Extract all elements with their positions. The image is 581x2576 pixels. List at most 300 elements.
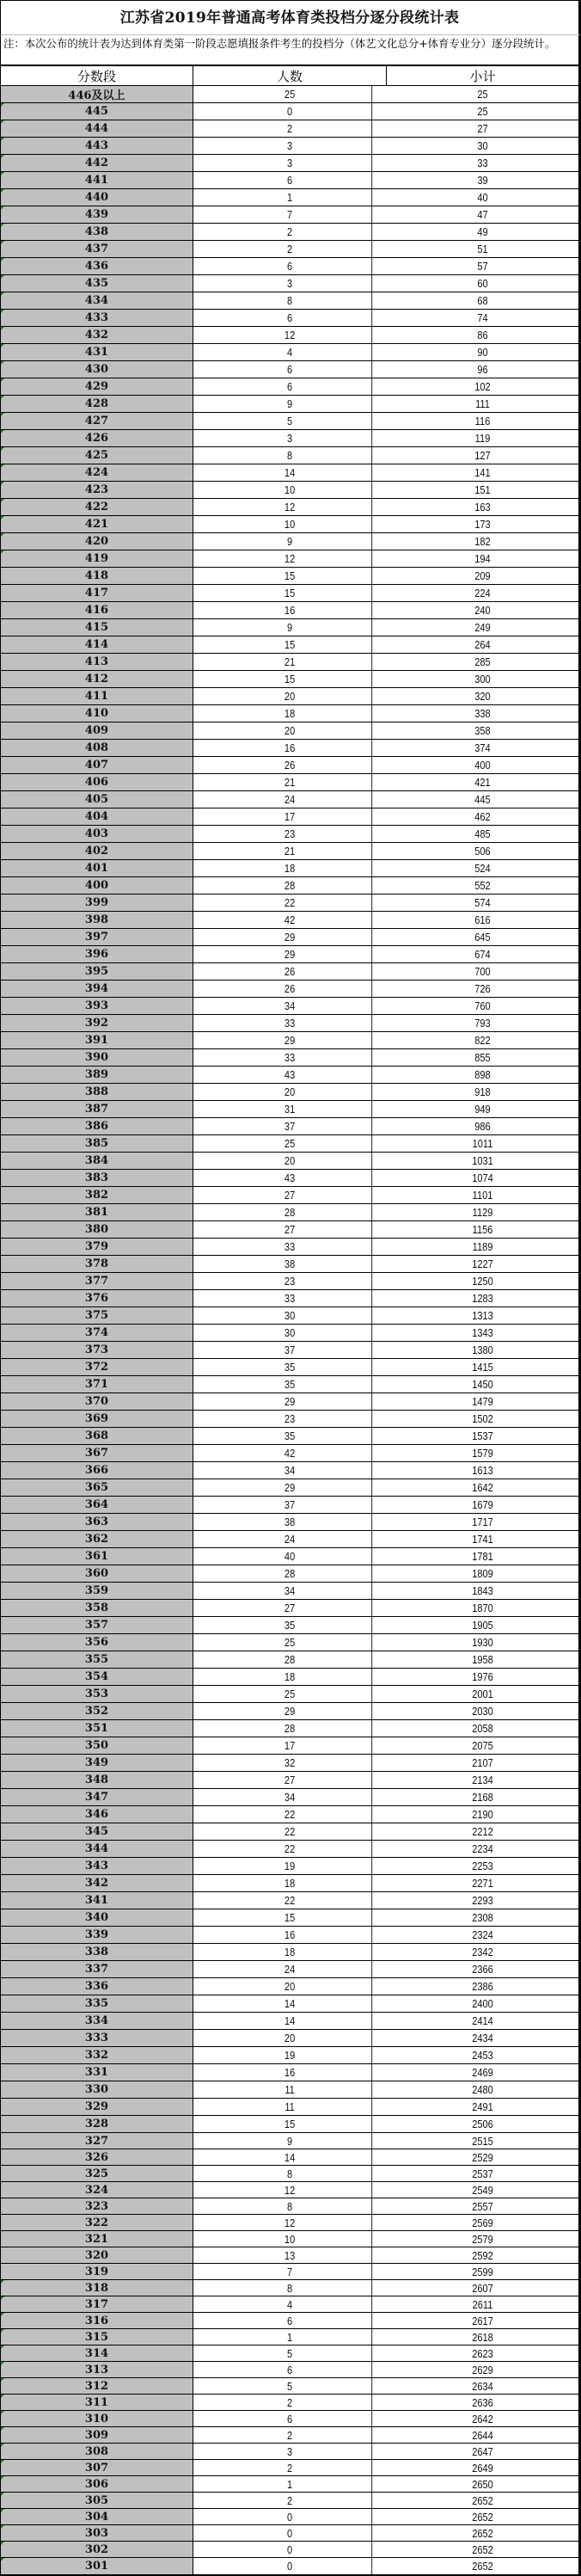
cumulative-cell[interactable]: 645 bbox=[474, 931, 491, 944]
score-cell[interactable] bbox=[1, 2047, 193, 2063]
cumulative-cell[interactable]: 249 bbox=[474, 621, 491, 634]
cumulative-cell[interactable]: 2634 bbox=[472, 2379, 493, 2393]
score-cell[interactable] bbox=[1, 1823, 193, 1840]
cumulative-cell[interactable]: 2611 bbox=[472, 2297, 493, 2311]
cumulative-cell[interactable]: 400 bbox=[474, 759, 491, 772]
count-cell[interactable]: 8 bbox=[208, 2166, 372, 2181]
count-cell[interactable]: 6 bbox=[208, 378, 372, 395]
cumulative-cell[interactable]: 574 bbox=[474, 896, 491, 909]
cumulative-cell[interactable]: 2342 bbox=[472, 1946, 493, 1958]
score-cell[interactable] bbox=[1, 1118, 193, 1134]
cumulative-cell[interactable]: 986 bbox=[474, 1120, 491, 1133]
cumulative-cell[interactable]: 2623 bbox=[472, 2346, 493, 2360]
count-cell[interactable]: 6 bbox=[208, 172, 372, 188]
count-cell[interactable]: 6 bbox=[208, 2362, 372, 2377]
score-cell[interactable] bbox=[1, 1256, 193, 1272]
cumulative-cell[interactable]: 57 bbox=[477, 260, 488, 273]
cumulative-cell[interactable]: 1958 bbox=[472, 1653, 493, 1666]
count-cell[interactable]: 37 bbox=[208, 1118, 372, 1134]
count-cell[interactable]: 16 bbox=[208, 602, 372, 618]
cumulative-cell[interactable]: 552 bbox=[474, 879, 491, 892]
cumulative-cell[interactable]: 1313 bbox=[472, 1309, 493, 1322]
cumulative-cell[interactable]: 2414 bbox=[472, 2014, 493, 2027]
count-cell[interactable]: 1 bbox=[208, 2476, 372, 2492]
count-cell[interactable]: 34 bbox=[208, 1462, 372, 1479]
count-cell[interactable]: 26 bbox=[208, 963, 372, 980]
score-cell[interactable] bbox=[1, 1204, 193, 1220]
cumulative-cell[interactable]: 2629 bbox=[472, 2363, 493, 2376]
cumulative-cell[interactable]: 2308 bbox=[472, 1911, 493, 1924]
score-cell[interactable] bbox=[1, 1170, 193, 1186]
cumulative-cell[interactable]: 2579 bbox=[472, 2232, 493, 2246]
count-cell[interactable]: 0 bbox=[208, 2558, 372, 2574]
score-cell[interactable] bbox=[1, 2064, 193, 2081]
score-cell[interactable] bbox=[1, 2247, 193, 2263]
score-cell[interactable] bbox=[1, 1686, 193, 1702]
score-cell[interactable] bbox=[1, 1737, 193, 1754]
count-cell[interactable]: 26 bbox=[208, 757, 372, 773]
count-cell[interactable]: 14 bbox=[208, 464, 372, 481]
count-cell[interactable]: 28 bbox=[208, 877, 372, 894]
cumulative-cell[interactable]: 285 bbox=[474, 655, 491, 668]
score-cell[interactable] bbox=[1, 705, 193, 722]
score-cell[interactable] bbox=[1, 2362, 193, 2377]
cumulative-cell[interactable]: 2453 bbox=[472, 2049, 493, 2062]
score-cell[interactable] bbox=[1, 2149, 193, 2165]
cumulative-cell[interactable]: 1479 bbox=[472, 1395, 493, 1408]
count-cell[interactable]: 33 bbox=[208, 1015, 372, 1031]
score-cell[interactable] bbox=[1, 1239, 193, 1255]
count-cell[interactable]: 28 bbox=[208, 1565, 372, 1582]
score-cell[interactable] bbox=[1, 2313, 193, 2328]
cumulative-cell[interactable]: 1843 bbox=[472, 1584, 493, 1597]
score-cell[interactable] bbox=[1, 757, 193, 773]
count-cell[interactable]: 38 bbox=[208, 1514, 372, 1530]
count-cell[interactable]: 21 bbox=[208, 774, 372, 790]
score-cell[interactable] bbox=[1, 860, 193, 876]
cumulative-cell[interactable]: 2469 bbox=[472, 2066, 493, 2079]
count-cell[interactable]: 12 bbox=[208, 2215, 372, 2230]
cumulative-cell[interactable]: 2592 bbox=[472, 2248, 493, 2262]
cumulative-cell[interactable]: 2652 bbox=[472, 2542, 493, 2556]
cumulative-cell[interactable]: 898 bbox=[474, 1068, 491, 1081]
count-cell[interactable]: 2 bbox=[208, 2427, 372, 2443]
cumulative-cell[interactable]: 1976 bbox=[472, 1670, 493, 1683]
count-cell[interactable]: 0 bbox=[208, 2542, 372, 2557]
score-cell[interactable] bbox=[1, 2427, 193, 2443]
cumulative-cell[interactable]: 1642 bbox=[472, 1481, 493, 1494]
count-cell[interactable]: 0 bbox=[208, 2525, 372, 2541]
score-cell[interactable] bbox=[1, 1841, 193, 1857]
score-cell[interactable] bbox=[1, 2493, 193, 2508]
cumulative-cell[interactable]: 338 bbox=[474, 707, 491, 720]
score-cell[interactable] bbox=[1, 963, 193, 980]
count-cell[interactable]: 4 bbox=[208, 344, 372, 360]
score-cell[interactable] bbox=[1, 378, 193, 395]
score-cell[interactable] bbox=[1, 310, 193, 326]
score-cell[interactable] bbox=[1, 550, 193, 567]
count-cell[interactable]: 14 bbox=[208, 2013, 372, 2029]
cumulative-cell[interactable]: 182 bbox=[474, 535, 491, 548]
count-cell[interactable]: 35 bbox=[208, 1428, 372, 1444]
cumulative-cell[interactable]: 1741 bbox=[472, 1533, 493, 1546]
score-cell[interactable] bbox=[1, 619, 193, 636]
score-cell[interactable] bbox=[1, 1858, 193, 1874]
score-cell[interactable] bbox=[1, 292, 193, 309]
score-cell[interactable] bbox=[1, 585, 193, 601]
count-cell[interactable]: 18 bbox=[208, 1875, 372, 1891]
cumulative-cell[interactable]: 485 bbox=[474, 827, 491, 840]
cumulative-cell[interactable]: 1011 bbox=[472, 1137, 493, 1150]
cumulative-cell[interactable]: 39 bbox=[477, 174, 488, 187]
score-cell[interactable] bbox=[1, 654, 193, 670]
count-cell[interactable]: 20 bbox=[208, 1978, 372, 1995]
count-cell[interactable]: 3 bbox=[208, 275, 372, 292]
column-header-score[interactable]: 分数段 bbox=[1, 66, 193, 85]
score-cell[interactable] bbox=[1, 1806, 193, 1823]
score-cell[interactable] bbox=[1, 568, 193, 584]
score-cell[interactable] bbox=[1, 2558, 193, 2574]
cumulative-cell[interactable]: 2650 bbox=[472, 2477, 493, 2491]
score-cell[interactable] bbox=[1, 1651, 193, 1668]
score-cell[interactable] bbox=[1, 1892, 193, 1909]
count-cell[interactable]: 35 bbox=[208, 1359, 372, 1375]
count-cell[interactable]: 34 bbox=[208, 1789, 372, 1805]
cumulative-cell[interactable]: 1380 bbox=[472, 1343, 493, 1356]
cumulative-cell[interactable]: 822 bbox=[474, 1034, 491, 1047]
count-cell[interactable]: 9 bbox=[208, 533, 372, 550]
score-cell[interactable] bbox=[1, 2329, 193, 2345]
score-cell[interactable] bbox=[1, 998, 193, 1014]
score-cell[interactable] bbox=[1, 275, 193, 292]
count-cell[interactable]: 5 bbox=[208, 2378, 372, 2394]
cumulative-cell[interactable]: 2400 bbox=[472, 1997, 493, 2010]
cumulative-cell[interactable]: 2644 bbox=[472, 2428, 493, 2442]
count-cell[interactable]: 19 bbox=[208, 2047, 372, 2063]
count-cell[interactable]: 12 bbox=[208, 327, 372, 343]
count-cell[interactable]: 29 bbox=[208, 1479, 372, 1496]
score-cell[interactable] bbox=[1, 2182, 193, 2198]
score-cell[interactable] bbox=[1, 1634, 193, 1651]
count-cell[interactable]: 29 bbox=[208, 1703, 372, 1719]
score-cell[interactable] bbox=[1, 2030, 193, 2046]
count-cell[interactable]: 32 bbox=[208, 1755, 372, 1771]
cumulative-cell[interactable]: 1502 bbox=[472, 1412, 493, 1425]
count-cell[interactable]: 33 bbox=[208, 1290, 372, 1306]
score-cell[interactable] bbox=[1, 155, 193, 171]
count-cell[interactable]: 22 bbox=[208, 1806, 372, 1823]
score-cell[interactable] bbox=[1, 1428, 193, 1444]
score-cell[interactable] bbox=[1, 1565, 193, 1582]
cumulative-cell[interactable]: 1930 bbox=[472, 1636, 493, 1649]
count-cell[interactable]: 8 bbox=[208, 2198, 372, 2214]
score-cell[interactable] bbox=[1, 1015, 193, 1031]
cumulative-cell[interactable]: 119 bbox=[474, 432, 491, 445]
cumulative-cell[interactable]: 1781 bbox=[472, 1550, 493, 1563]
score-cell[interactable] bbox=[1, 1221, 193, 1238]
score-cell[interactable] bbox=[1, 1600, 193, 1616]
cumulative-cell[interactable]: 2652 bbox=[472, 2560, 493, 2573]
cumulative-cell[interactable]: 524 bbox=[474, 862, 491, 875]
cumulative-cell[interactable]: 1227 bbox=[472, 1257, 493, 1270]
score-cell[interactable] bbox=[1, 1187, 193, 1203]
score-cell[interactable] bbox=[1, 430, 193, 446]
cumulative-cell[interactable]: 2617 bbox=[472, 2314, 493, 2327]
score-cell[interactable] bbox=[1, 1290, 193, 1306]
score-cell[interactable] bbox=[1, 2525, 193, 2541]
score-cell[interactable] bbox=[1, 464, 193, 481]
score-cell[interactable] bbox=[1, 1445, 193, 1461]
cumulative-cell[interactable]: 163 bbox=[474, 501, 491, 513]
cumulative-cell[interactable]: 2506 bbox=[472, 2118, 493, 2130]
score-cell[interactable] bbox=[1, 774, 193, 790]
cumulative-cell[interactable]: 918 bbox=[474, 1085, 491, 1098]
score-cell[interactable] bbox=[1, 2509, 193, 2524]
count-cell[interactable]: 16 bbox=[208, 1927, 372, 1943]
cumulative-cell[interactable]: 2434 bbox=[472, 2032, 493, 2044]
count-cell[interactable]: 1 bbox=[208, 189, 372, 206]
score-cell[interactable] bbox=[1, 1944, 193, 1960]
cumulative-cell[interactable]: 1415 bbox=[472, 1361, 493, 1374]
cumulative-cell[interactable]: 1250 bbox=[472, 1275, 493, 1288]
cumulative-cell[interactable]: 674 bbox=[474, 948, 491, 961]
score-cell[interactable] bbox=[1, 1875, 193, 1891]
count-cell[interactable]: 17 bbox=[208, 808, 372, 825]
count-cell[interactable]: 16 bbox=[208, 740, 372, 756]
count-cell[interactable]: 28 bbox=[208, 1651, 372, 1668]
count-cell[interactable]: 9 bbox=[208, 2133, 372, 2149]
count-cell[interactable]: 20 bbox=[208, 1084, 372, 1100]
count-cell[interactable]: 11 bbox=[208, 2099, 372, 2115]
count-cell[interactable]: 8 bbox=[208, 292, 372, 309]
score-cell[interactable] bbox=[1, 2099, 193, 2115]
cumulative-cell[interactable]: 1809 bbox=[472, 1567, 493, 1580]
cumulative-cell[interactable]: 855 bbox=[474, 1051, 491, 1064]
cumulative-cell[interactable]: 300 bbox=[474, 673, 491, 685]
score-cell[interactable] bbox=[1, 1376, 193, 1393]
cumulative-cell[interactable]: 2599 bbox=[472, 2265, 493, 2278]
cumulative-cell[interactable]: 1679 bbox=[472, 1498, 493, 1511]
cumulative-cell[interactable]: 102 bbox=[474, 380, 491, 393]
score-cell[interactable] bbox=[1, 1325, 193, 1341]
score-cell[interactable] bbox=[1, 2198, 193, 2214]
count-cell[interactable]: 34 bbox=[208, 1583, 372, 1599]
cumulative-cell[interactable]: 2652 bbox=[472, 2526, 493, 2540]
count-cell[interactable]: 29 bbox=[208, 946, 372, 962]
cumulative-cell[interactable]: 25 bbox=[477, 105, 488, 118]
score-cell[interactable] bbox=[1, 1978, 193, 1995]
score-cell[interactable] bbox=[1, 740, 193, 756]
cumulative-cell[interactable]: 358 bbox=[474, 724, 491, 737]
cumulative-cell[interactable]: 1156 bbox=[472, 1223, 493, 1236]
score-cell[interactable] bbox=[1, 2081, 193, 2098]
score-cell[interactable] bbox=[1, 413, 193, 429]
score-cell[interactable] bbox=[1, 2013, 193, 2029]
count-cell[interactable]: 43 bbox=[208, 1170, 372, 1186]
score-cell[interactable] bbox=[1, 791, 193, 808]
cumulative-cell[interactable]: 1450 bbox=[472, 1378, 493, 1391]
score-cell[interactable] bbox=[1, 826, 193, 842]
score-cell[interactable] bbox=[1, 2296, 193, 2312]
count-cell[interactable]: 2 bbox=[208, 224, 372, 240]
count-cell[interactable]: 8 bbox=[208, 2280, 372, 2296]
count-cell[interactable]: 6 bbox=[208, 2313, 372, 2328]
score-cell[interactable] bbox=[1, 1531, 193, 1547]
score-cell[interactable] bbox=[1, 2460, 193, 2475]
count-cell[interactable]: 1 bbox=[208, 2329, 372, 2345]
cumulative-cell[interactable]: 2557 bbox=[472, 2199, 493, 2213]
count-cell[interactable]: 3 bbox=[208, 155, 372, 171]
count-cell[interactable]: 20 bbox=[208, 688, 372, 704]
cumulative-cell[interactable]: 240 bbox=[474, 604, 491, 617]
count-cell[interactable]: 43 bbox=[208, 1067, 372, 1083]
cumulative-cell[interactable]: 173 bbox=[474, 518, 491, 531]
count-cell[interactable]: 35 bbox=[208, 1376, 372, 1393]
score-cell[interactable] bbox=[1, 206, 193, 223]
score-cell[interactable] bbox=[1, 86, 193, 102]
cumulative-cell[interactable]: 2491 bbox=[472, 2100, 493, 2113]
score-cell[interactable] bbox=[1, 447, 193, 464]
cumulative-cell[interactable]: 194 bbox=[474, 552, 491, 565]
score-cell[interactable] bbox=[1, 2345, 193, 2361]
cumulative-cell[interactable]: 2075 bbox=[472, 1739, 493, 1752]
score-cell[interactable] bbox=[1, 2476, 193, 2492]
score-cell[interactable] bbox=[1, 2378, 193, 2394]
score-cell[interactable] bbox=[1, 258, 193, 274]
score-cell[interactable] bbox=[1, 636, 193, 653]
count-cell[interactable]: 38 bbox=[208, 1256, 372, 1272]
count-cell[interactable]: 18 bbox=[208, 1944, 372, 1960]
score-cell[interactable] bbox=[1, 2231, 193, 2247]
score-cell[interactable] bbox=[1, 2264, 193, 2279]
cumulative-cell[interactable]: 151 bbox=[474, 483, 491, 496]
cumulative-cell[interactable]: 1129 bbox=[472, 1206, 493, 1219]
score-cell[interactable] bbox=[1, 1153, 193, 1169]
score-cell[interactable] bbox=[1, 1909, 193, 1926]
score-cell[interactable] bbox=[1, 482, 193, 498]
cumulative-cell[interactable]: 209 bbox=[474, 569, 491, 582]
cumulative-cell[interactable]: 2569 bbox=[472, 2216, 493, 2229]
cumulative-cell[interactable]: 949 bbox=[474, 1103, 491, 1116]
count-cell[interactable]: 12 bbox=[208, 2182, 372, 2198]
count-cell[interactable]: 15 bbox=[208, 671, 372, 687]
score-cell[interactable] bbox=[1, 946, 193, 962]
score-cell[interactable] bbox=[1, 2411, 193, 2426]
count-cell[interactable]: 12 bbox=[208, 499, 372, 515]
cumulative-cell[interactable]: 96 bbox=[477, 363, 488, 376]
score-cell[interactable] bbox=[1, 912, 193, 928]
cumulative-cell[interactable]: 1579 bbox=[472, 1447, 493, 1460]
score-cell[interactable] bbox=[1, 2133, 193, 2149]
count-cell[interactable]: 37 bbox=[208, 1497, 372, 1513]
count-cell[interactable]: 23 bbox=[208, 1411, 372, 1427]
score-cell[interactable] bbox=[1, 981, 193, 997]
count-cell[interactable]: 12 bbox=[208, 550, 372, 567]
cumulative-cell[interactable]: 90 bbox=[477, 346, 488, 359]
count-cell[interactable]: 33 bbox=[208, 1049, 372, 1066]
score-cell[interactable] bbox=[1, 1359, 193, 1375]
count-cell[interactable]: 9 bbox=[208, 396, 372, 412]
count-cell[interactable]: 7 bbox=[208, 206, 372, 223]
column-header-count[interactable]: 人数 bbox=[193, 66, 387, 85]
score-cell[interactable] bbox=[1, 241, 193, 257]
count-cell[interactable]: 28 bbox=[208, 1204, 372, 1220]
count-cell[interactable]: 16 bbox=[208, 2064, 372, 2081]
score-cell[interactable] bbox=[1, 396, 193, 412]
cumulative-cell[interactable]: 2618 bbox=[472, 2330, 493, 2344]
score-cell[interactable] bbox=[1, 1995, 193, 2012]
cumulative-cell[interactable]: 116 bbox=[474, 415, 491, 427]
score-cell[interactable] bbox=[1, 1755, 193, 1771]
count-cell[interactable]: 29 bbox=[208, 1393, 372, 1410]
count-cell[interactable]: 20 bbox=[208, 722, 372, 739]
score-cell[interactable] bbox=[1, 671, 193, 687]
score-cell[interactable] bbox=[1, 722, 193, 739]
score-cell[interactable] bbox=[1, 327, 193, 343]
score-cell[interactable] bbox=[1, 2444, 193, 2459]
cumulative-cell[interactable]: 1101 bbox=[472, 1189, 493, 1202]
score-cell[interactable] bbox=[1, 1049, 193, 1066]
count-cell[interactable]: 25 bbox=[208, 1135, 372, 1152]
count-cell[interactable]: 22 bbox=[208, 1823, 372, 1840]
cumulative-cell[interactable]: 2386 bbox=[472, 1980, 493, 1993]
cumulative-cell[interactable]: 2649 bbox=[472, 2461, 493, 2475]
cumulative-cell[interactable]: 47 bbox=[477, 208, 488, 221]
score-cell[interactable] bbox=[1, 1497, 193, 1513]
cumulative-cell[interactable]: 2515 bbox=[472, 2134, 493, 2148]
cumulative-cell[interactable]: 2212 bbox=[472, 1825, 493, 1838]
score-cell[interactable] bbox=[1, 2166, 193, 2181]
count-cell[interactable]: 17 bbox=[208, 1737, 372, 1754]
count-cell[interactable]: 10 bbox=[208, 482, 372, 498]
cumulative-cell[interactable]: 25 bbox=[477, 88, 488, 101]
cumulative-cell[interactable]: 30 bbox=[477, 139, 488, 152]
cumulative-cell[interactable]: 1870 bbox=[472, 1602, 493, 1614]
count-cell[interactable]: 10 bbox=[208, 516, 372, 532]
count-cell[interactable]: 18 bbox=[208, 860, 372, 876]
count-cell[interactable]: 40 bbox=[208, 1548, 372, 1565]
count-cell[interactable]: 4 bbox=[208, 2296, 372, 2312]
score-cell[interactable] bbox=[1, 1479, 193, 1496]
cumulative-cell[interactable]: 445 bbox=[474, 793, 491, 806]
count-cell[interactable]: 20 bbox=[208, 1153, 372, 1169]
cumulative-cell[interactable]: 51 bbox=[477, 243, 488, 255]
cumulative-cell[interactable]: 1074 bbox=[472, 1171, 493, 1184]
count-cell[interactable]: 6 bbox=[208, 258, 372, 274]
cumulative-cell[interactable]: 2607 bbox=[472, 2281, 493, 2295]
cumulative-cell[interactable]: 2647 bbox=[472, 2444, 493, 2458]
count-cell[interactable]: 8 bbox=[208, 447, 372, 464]
count-cell[interactable]: 10 bbox=[208, 2231, 372, 2247]
count-cell[interactable]: 6 bbox=[208, 361, 372, 378]
cumulative-cell[interactable]: 27 bbox=[477, 122, 488, 135]
count-cell[interactable]: 22 bbox=[208, 895, 372, 911]
score-cell[interactable] bbox=[1, 1514, 193, 1530]
score-cell[interactable] bbox=[1, 1393, 193, 1410]
score-cell[interactable] bbox=[1, 516, 193, 532]
score-cell[interactable] bbox=[1, 1720, 193, 1737]
cumulative-cell[interactable]: 320 bbox=[474, 690, 491, 703]
score-cell[interactable] bbox=[1, 1927, 193, 1943]
count-cell[interactable]: 29 bbox=[208, 1032, 372, 1048]
count-cell[interactable]: 31 bbox=[208, 1101, 372, 1117]
cumulative-cell[interactable]: 421 bbox=[474, 776, 491, 789]
count-cell[interactable]: 2 bbox=[208, 2460, 372, 2475]
score-cell[interactable] bbox=[1, 1411, 193, 1427]
cumulative-cell[interactable]: 49 bbox=[477, 225, 488, 238]
score-cell[interactable] bbox=[1, 602, 193, 618]
count-cell[interactable]: 18 bbox=[208, 1669, 372, 1685]
